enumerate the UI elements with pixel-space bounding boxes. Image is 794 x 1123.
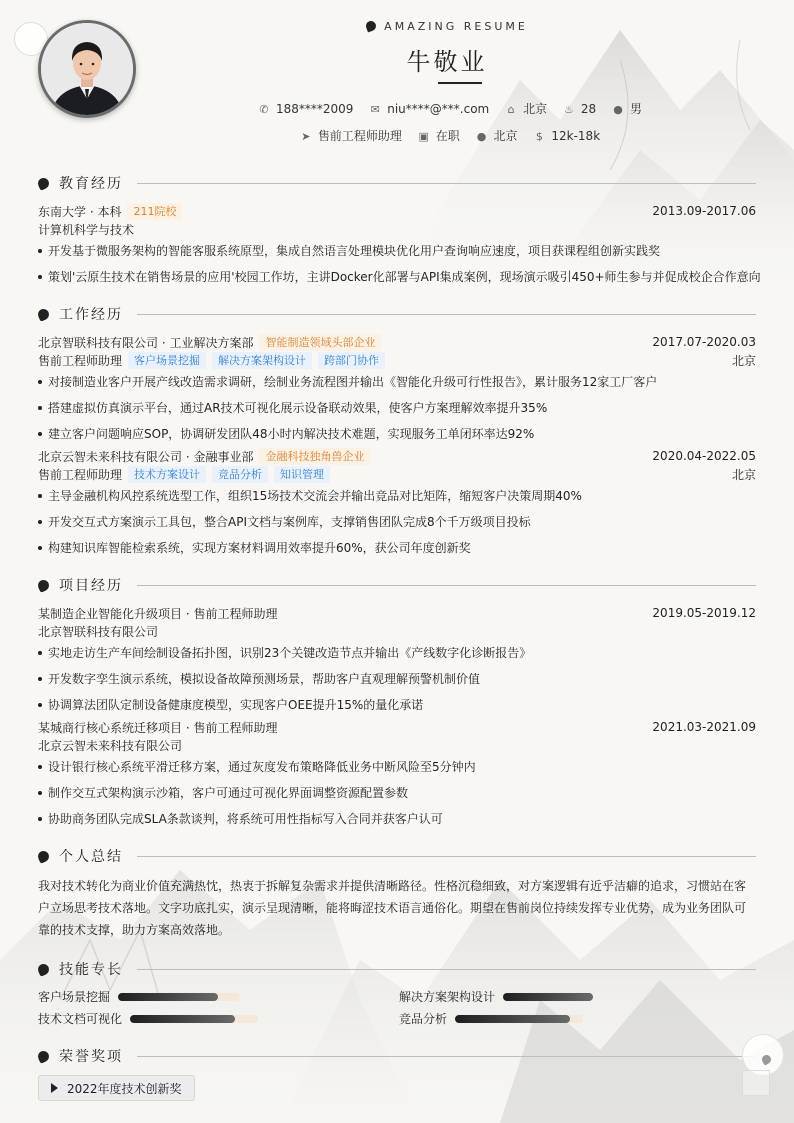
company-tag: 智能制造领域头部企业: [259, 334, 381, 351]
briefcase-icon: ▣: [418, 130, 429, 143]
company-name: 北京智联科技有限公司 · 工业解决方案部: [38, 335, 254, 350]
brand-title: [0, 20, 794, 33]
list-item: 实地走访生产车间绘制设备拓扑图，识别23个关键改造节点并输出《产线数字化诊断报告》: [38, 640, 756, 666]
project-name: 某制造企业智能化升级项目 · 售前工程师助理: [38, 606, 278, 621]
status-item: [418, 127, 460, 144]
project-company: 北京智联科技有限公司: [38, 624, 159, 639]
skill-item: [38, 1010, 258, 1027]
divider: [137, 1056, 756, 1057]
education-header-row: [38, 202, 756, 220]
gender-item: [612, 100, 642, 117]
skill-tag: 客户场景挖掘: [128, 352, 206, 369]
phone-item: [258, 102, 353, 116]
role-row: [38, 465, 756, 483]
home-icon: ⌂: [507, 103, 515, 116]
project-entry: [38, 718, 756, 832]
target-city-item: [476, 127, 518, 144]
project-period: 2021.03-2021.09: [652, 720, 756, 734]
job-header-row: [38, 333, 756, 351]
honor-item[interactable]: [38, 1075, 195, 1101]
section-title: 项目经历: [59, 578, 123, 594]
divider: [137, 856, 756, 857]
job-role: 售前工程师助理: [38, 467, 123, 482]
major-row: [38, 220, 756, 238]
skill-tag: 技术方案设计: [128, 466, 206, 483]
skill-name: 解决方案架构设计: [399, 990, 496, 1004]
education-entry: [38, 202, 761, 290]
list-item: 主导金融机构风控系统选型工作，组织15场技术交流会并输出竞品对比矩阵，缩短客户决策周期40%: [38, 483, 756, 509]
divider: [137, 183, 756, 184]
gender-text: 男: [630, 102, 643, 116]
skill-bar-fill: [118, 993, 218, 1001]
target-role-item: [300, 127, 402, 144]
skill-bar: [130, 1015, 258, 1023]
job-entry: [38, 333, 756, 447]
list-item: 策划'云原生技术在销售场景的应用'校园工作坊，主讲Docker化部署与API集成案例，现场演示吸引450+师生参与并促成校企合作意向: [38, 264, 756, 290]
age-item: [563, 102, 596, 116]
ink-drop-icon: [36, 578, 51, 593]
email-item: [369, 102, 489, 116]
ink-drop-icon: [36, 849, 51, 864]
skill-tag: 知识管理: [274, 466, 330, 483]
ink-drop-icon: [36, 1049, 51, 1064]
project-company: 北京云智未来科技有限公司: [38, 738, 183, 753]
education-section-header: [38, 174, 756, 192]
skill-bar: [118, 993, 240, 1001]
ink-drop-icon: [36, 962, 51, 977]
project-period: 2019.05-2019.12: [652, 606, 756, 620]
honor-name: 2022年度技术创新奖: [67, 1081, 182, 1096]
caret-right-icon: [51, 1083, 58, 1093]
skill-item: [399, 1010, 583, 1027]
work-section-header: [38, 305, 756, 323]
location-icon: ●: [476, 130, 487, 143]
email-text: niu****@***.com: [387, 102, 490, 116]
list-item: 建立客户问题响应SOP，协调研发团队48小时内解决技术难题，实现服务工单闭环率达92%: [38, 421, 756, 447]
skill-tag: 解决方案架构设计: [212, 352, 312, 369]
gender-icon: ●: [613, 103, 623, 116]
job-header-row: [38, 447, 756, 465]
job-period: 2017.07-2020.03: [652, 335, 756, 349]
project-header-row: [38, 718, 756, 736]
section-title: 工作经历: [59, 307, 123, 323]
cake-icon: ♨: [563, 103, 574, 116]
list-item: 搭建虚拟仿真演示平台，通过AR技术可视化展示设备联动效果，使客户方案理解效率提升35%: [38, 395, 756, 421]
target-role-text: 售前工程师助理: [317, 129, 402, 143]
summary-section-header: [38, 847, 756, 865]
ink-drop-icon: [36, 307, 51, 322]
divider: [137, 314, 756, 315]
list-item: 开发数字孪生演示系统，模拟设备故障预测场景，帮助客户直观理解预警机制价值: [38, 666, 756, 692]
project-header-row: [38, 604, 756, 622]
residence-text: 北京: [523, 102, 548, 116]
skill-tag: 竞品分析: [212, 466, 268, 483]
age-text: 28: [580, 102, 597, 116]
seal-decoration: [742, 1070, 770, 1096]
company-tag: 金融科技独角兽企业: [259, 448, 370, 465]
company-name: 北京云智未来科技有限公司 · 金融事业部: [38, 449, 254, 464]
send-icon: ➤: [301, 130, 311, 143]
project-company-row: [38, 622, 756, 640]
skill-bar-fill: [455, 1015, 570, 1023]
status-text: 在职: [435, 129, 460, 143]
name-underline: [438, 82, 482, 84]
skill-bar: [455, 1015, 583, 1023]
list-item: 开发交互式方案演示工具包，整合API文档与案例库，支撑销售团队完成8个千万级项目投标: [38, 509, 756, 535]
phone-text: 188****2009: [275, 102, 354, 116]
skill-bar-fill: [130, 1015, 235, 1023]
brand-text: AMAZING RESUME: [384, 20, 528, 33]
honors-section-header: [38, 1047, 756, 1065]
money-icon: $: [535, 130, 543, 143]
list-item: 开发基于微服务架构的智能客服系统原型，集成自然语言处理模块优化用户查询响应速度，项目获课程组创新实践奖: [38, 238, 756, 264]
residence-item: [505, 100, 547, 117]
project-name: 某城商行核心系统迁移项目 · 售前工程师助理: [38, 720, 278, 735]
job-city: 北京: [731, 467, 756, 482]
skill-name: 客户场景挖掘: [38, 990, 111, 1004]
project-section-header: [38, 576, 756, 594]
phone-icon: ✆: [259, 103, 269, 116]
skill-tag: 跨部门协作: [318, 352, 385, 369]
candidate-name: 牛敬业: [406, 48, 488, 76]
ink-drop-icon: [365, 20, 378, 33]
list-item: 设计银行核心系统平滑迁移方案，通过灰度发布策略降低业务中断风险至5分钟内: [38, 754, 756, 780]
skills-section-header: [38, 960, 756, 978]
contact-info-row: [126, 100, 774, 117]
skill-name: 竞品分析: [399, 1012, 448, 1026]
salary-text: 12k-18k: [551, 129, 601, 143]
section-title: 教育经历: [59, 176, 123, 192]
divider: [137, 585, 756, 586]
list-item: 协助商务团队完成SLA条款谈判，将系统可用性指标写入合同并获客户认可: [38, 806, 756, 832]
job-entry: [38, 447, 756, 561]
salary-item: [533, 129, 600, 143]
job-period: 2020.04-2022.05: [652, 449, 756, 463]
summary-text: 我对技术转化为商业价值充满热忱，热衷于拆解复杂需求并提供清晰路径。性格沉稳细致，对方案逻辑有近乎洁癖的追求，习惯站在客户立场思考技术落地。文字功底扎实，演示呈现清晰，能将晦涩技术语言通俗化。期望在售前岗位持续发挥专业优势，成为业务团队可靠的技术支撑，助力方案高效落地。: [38, 879, 747, 937]
skill-bar: [503, 993, 593, 1001]
skill-name: 技术文档可视化: [38, 1012, 123, 1026]
divider: [137, 969, 756, 970]
list-item: 协调算法团队定制设备健康度模型，实现客户OEE提升15%的量化承诺: [38, 692, 756, 718]
section-title: 个人总结: [59, 849, 123, 865]
project-company-row: [38, 736, 756, 754]
skill-bar-fill: [503, 993, 593, 1001]
section-title: 技能专长: [59, 962, 123, 978]
section-title: 荣誉奖项: [59, 1049, 123, 1065]
education-period: 2013.09-2017.06: [652, 204, 756, 218]
job-city: 北京: [731, 353, 756, 368]
school-name: 东南大学 · 本科: [38, 204, 122, 219]
target-city-text: 北京: [493, 129, 518, 143]
list-item: 对接制造业客户开展产线改造需求调研，绘制业务流程图并输出《智能化升级可行性报告》，累计服务12家工厂客户: [38, 369, 756, 395]
role-row: [38, 351, 756, 369]
school-tag: 211院校: [127, 203, 182, 220]
list-item: 制作交互式架构演示沙箱，客户可通过可视化界面调整资源配置参数: [38, 780, 756, 806]
skill-item: [38, 988, 240, 1005]
ink-drop-icon: [36, 176, 51, 191]
job-info-row: [126, 127, 774, 144]
skill-item: [399, 988, 593, 1005]
list-item: 构建知识库智能检索系统，实现方案材料调用效率提升60%，获公司年度创新奖: [38, 535, 756, 561]
major-name: 计算机科学与技术: [38, 222, 135, 237]
mail-icon: ✉: [370, 103, 380, 116]
job-role: 售前工程师助理: [38, 353, 123, 368]
project-entry: [38, 604, 756, 718]
